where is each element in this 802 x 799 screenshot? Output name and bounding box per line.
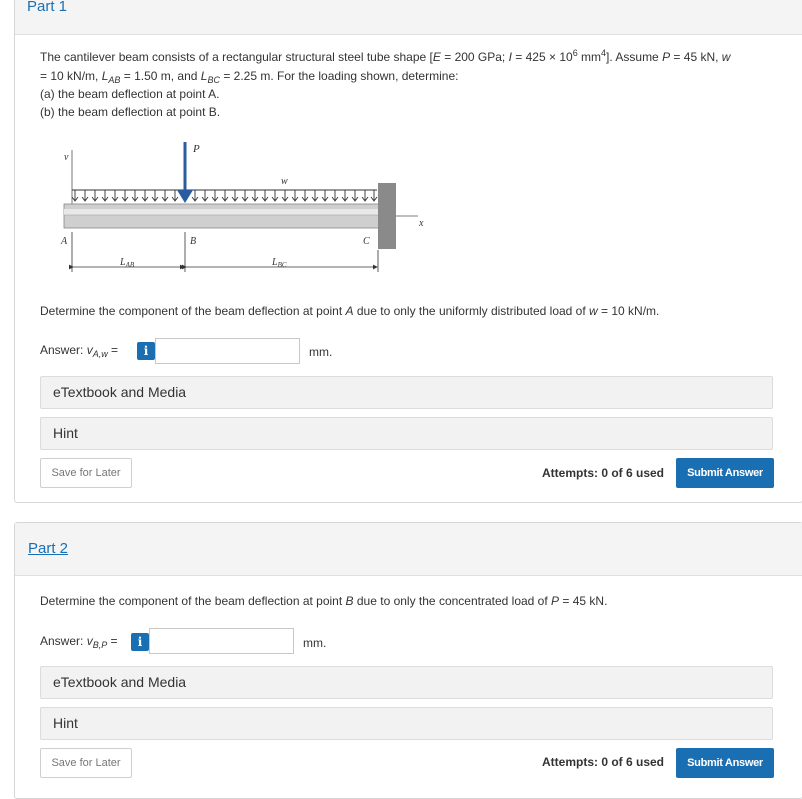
part2-save-button[interactable]: Save for Later <box>40 748 132 778</box>
problem-line-1: The cantilever beam consists of a rectangular structural steel tube shape [E = 200 GPa; $I = 425 \times 10^6$ $mm^4$]. Assume P = 45 kN, w <box>40 48 731 64</box>
part2-title[interactable]: Part 2 <box>28 540 69 557</box>
part1-submit-button[interactable]: Submit Answer <box>676 458 774 488</box>
part2-info-icon[interactable]: i <box>131 633 149 651</box>
lbc-label: $L_{BC}$ <box>272 257 287 269</box>
problem-line-2: = 10 kN/m, $L_{AB} = 1.50$ m, and $L_{BC} = 2.25$ m. For the loading shown, determine: <box>40 69 459 85</box>
p-label: P <box>193 143 200 155</box>
x-label: x <box>419 218 424 229</box>
part1-hint-bar[interactable]: Hint <box>40 417 773 450</box>
part1-info-icon[interactable]: i <box>137 342 155 360</box>
udl-arrows <box>72 190 377 201</box>
part2-attempts: Attempts: 0 of 6 used <box>542 755 665 769</box>
lab-label: $L_{AB}$ <box>120 257 135 269</box>
beam-diagram <box>0 0 802 300</box>
b-label: B <box>190 236 197 247</box>
part1-save-button[interactable]: Save for Later <box>40 458 132 488</box>
part1-etextbook-bar[interactable]: eTextbook and Media <box>40 376 773 409</box>
part1-answer-label: Answer: $v_{A,w}$ = <box>40 343 119 359</box>
part1-answer-input[interactable] <box>155 338 300 364</box>
problem-line-4: (b) the beam deflection at point B. <box>40 105 221 119</box>
part2-answer-label: Answer: $v_{B,P}$ = <box>40 634 118 650</box>
beam-highlight <box>64 209 380 215</box>
part2-etextbook-bar[interactable]: eTextbook and Media <box>40 666 773 699</box>
problem-line-3: (a) the beam deflection at point A. <box>40 87 220 101</box>
part1-title: Part 1 <box>27 0 68 15</box>
p-arrow-head <box>177 190 193 203</box>
w-label: w <box>281 176 288 187</box>
part2-submit-button[interactable]: Submit Answer <box>676 748 774 778</box>
beam <box>64 204 380 228</box>
part1-attempts: Attempts: 0 of 6 used <box>542 466 665 480</box>
part1-unit: mm. <box>309 345 333 359</box>
a-label: A <box>61 236 68 247</box>
v-label: v <box>64 152 69 163</box>
wall <box>378 183 396 249</box>
c-label: C <box>363 236 370 247</box>
part2-header <box>15 523 802 576</box>
part2-question: Determine the component of the beam deflection at point B due to only the concentrated load of P = 45 kN. <box>40 594 608 608</box>
part2-unit: mm. <box>303 636 327 650</box>
part1-question: Determine the component of the beam deflection at point A due to only the uniformly distributed load of w = 10 kN/m. <box>40 304 660 318</box>
part2-hint-bar[interactable]: Hint <box>40 707 773 740</box>
part2-answer-input[interactable] <box>149 628 294 654</box>
